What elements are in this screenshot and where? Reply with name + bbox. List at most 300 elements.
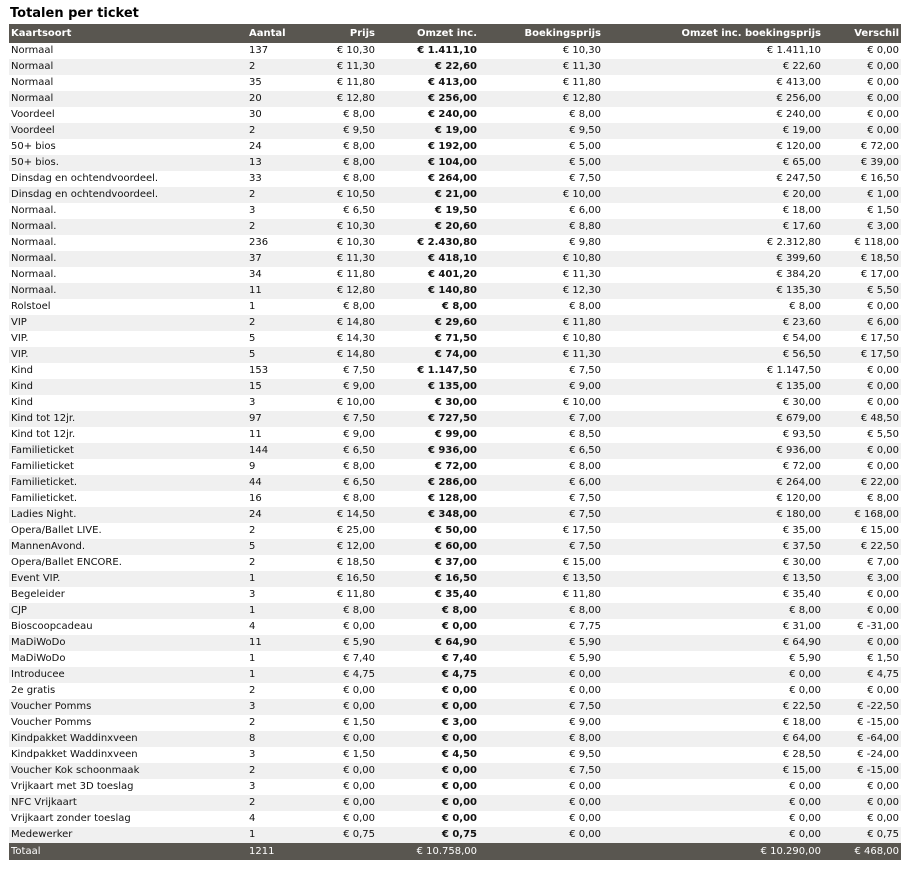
cell-omzet-boekingsprijs: € 72,00 bbox=[782, 461, 821, 472]
cell-omzet: € 50,00 bbox=[434, 525, 477, 536]
cell-omzet: € 37,00 bbox=[434, 557, 477, 568]
cell-boekingsprijs: € 0,00 bbox=[569, 669, 601, 680]
table-row bbox=[9, 731, 901, 747]
cell-aantal: 236 bbox=[249, 237, 269, 248]
cell-omzet-boekingsprijs: € 28,50 bbox=[782, 749, 821, 760]
cell-aantal: 4 bbox=[249, 621, 256, 632]
cell-kaartsoort: Normaal bbox=[11, 77, 54, 88]
cell-omzet-boekingsprijs: € 120,00 bbox=[776, 141, 821, 152]
cell-boekingsprijs: € 10,00 bbox=[562, 189, 601, 200]
cell-prijs: € 8,00 bbox=[343, 301, 375, 312]
table-row bbox=[9, 171, 901, 187]
cell-aantal: 8 bbox=[249, 733, 256, 744]
cell-boekingsprijs: € 8,00 bbox=[569, 109, 601, 120]
cell-omzet: € 192,00 bbox=[427, 141, 477, 152]
cell-prijs: € 10,30 bbox=[336, 221, 375, 232]
cell-omzet: € 140,80 bbox=[427, 285, 477, 296]
table-row bbox=[9, 763, 901, 779]
cell-omzet-boekingsprijs: € 22,50 bbox=[782, 701, 821, 712]
cell-kaartsoort: Kind bbox=[11, 397, 34, 408]
table-row bbox=[9, 299, 901, 315]
cell-verschil: € 17,00 bbox=[860, 269, 899, 280]
table-row bbox=[9, 523, 901, 539]
cell-verschil: € 0,00 bbox=[867, 781, 899, 792]
tickets-table bbox=[9, 24, 901, 860]
cell-kaartsoort: Voordeel bbox=[11, 109, 55, 120]
cell-omzet-boekingsprijs: € 384,20 bbox=[776, 269, 821, 280]
cell-prijs: € 25,00 bbox=[336, 525, 375, 536]
table-row bbox=[9, 651, 901, 667]
total-boekingsprijs bbox=[479, 843, 603, 860]
cell-prijs: € 0,00 bbox=[343, 765, 375, 776]
cell-verschil: € 0,00 bbox=[867, 365, 899, 376]
cell-omzet: € 401,20 bbox=[427, 269, 477, 280]
column-header-verschil: Verschil bbox=[854, 28, 899, 39]
cell-verschil: € 3,00 bbox=[867, 573, 899, 584]
cell-prijs: € 6,50 bbox=[343, 445, 375, 456]
cell-omzet-boekingsprijs: € 264,00 bbox=[776, 477, 821, 488]
cell-prijs: € 0,00 bbox=[343, 701, 375, 712]
cell-omzet-boekingsprijs: € 8,00 bbox=[789, 301, 821, 312]
cell-omzet: € 99,00 bbox=[434, 429, 477, 440]
cell-aantal: 2 bbox=[249, 221, 256, 232]
cell-kaartsoort: Voucher Pomms bbox=[11, 701, 92, 712]
table-row bbox=[9, 587, 901, 603]
total-row bbox=[9, 843, 901, 860]
cell-omzet: € 21,00 bbox=[434, 189, 477, 200]
cell-verschil: € 6,00 bbox=[867, 317, 899, 328]
cell-boekingsprijs: € 8,00 bbox=[569, 461, 601, 472]
cell-omzet-boekingsprijs: € 0,00 bbox=[789, 781, 821, 792]
cell-kaartsoort: VIP. bbox=[11, 349, 29, 360]
cell-verschil: € 0,00 bbox=[867, 61, 899, 72]
cell-omzet: € 135,00 bbox=[427, 381, 477, 392]
cell-boekingsprijs: € 0,00 bbox=[569, 829, 601, 840]
cell-prijs: € 0,75 bbox=[343, 829, 375, 840]
cell-aantal: 3 bbox=[249, 397, 256, 408]
cell-omzet-boekingsprijs: € 5,90 bbox=[789, 653, 821, 664]
cell-omzet: € 4,75 bbox=[441, 669, 477, 680]
cell-verschil: € -22,50 bbox=[857, 701, 899, 712]
table-row bbox=[9, 91, 901, 107]
cell-verschil: € -24,00 bbox=[857, 749, 899, 760]
cell-prijs: € 14,30 bbox=[336, 333, 375, 344]
cell-omzet-boekingsprijs: € 0,00 bbox=[789, 685, 821, 696]
cell-omzet-boekingsprijs: € 64,90 bbox=[782, 637, 821, 648]
cell-kaartsoort: Ladies Night. bbox=[11, 509, 77, 520]
cell-aantal: 5 bbox=[249, 333, 256, 344]
cell-omzet-boekingsprijs: € 240,00 bbox=[776, 109, 821, 120]
cell-omzet: € 128,00 bbox=[427, 493, 477, 504]
cell-omzet: € 0,00 bbox=[441, 813, 477, 824]
cell-aantal: 2 bbox=[249, 125, 256, 136]
cell-boekingsprijs: € 5,90 bbox=[569, 637, 601, 648]
table-row bbox=[9, 635, 901, 651]
cell-omzet-boekingsprijs: € 93,50 bbox=[782, 429, 821, 440]
cell-verschil: € 0,00 bbox=[867, 125, 899, 136]
table-row bbox=[9, 379, 901, 395]
table-row bbox=[9, 571, 901, 587]
cell-omzet-boekingsprijs: € 0,00 bbox=[789, 813, 821, 824]
cell-verschil: € 0,00 bbox=[867, 685, 899, 696]
cell-verschil: € 17,50 bbox=[860, 333, 899, 344]
cell-verschil: € 0,00 bbox=[867, 445, 899, 456]
cell-verschil: € 0,00 bbox=[867, 45, 899, 56]
cell-verschil: € 22,50 bbox=[860, 541, 899, 552]
cell-omzet-boekingsprijs: € 1.411,10 bbox=[766, 45, 821, 56]
cell-omzet: € 19,50 bbox=[434, 205, 477, 216]
column-header-omzet: Omzet inc. bbox=[416, 28, 477, 39]
cell-kaartsoort: Familieticket. bbox=[11, 477, 78, 488]
cell-boekingsprijs: € 6,00 bbox=[569, 477, 601, 488]
cell-omzet: € 4,50 bbox=[441, 749, 477, 760]
cell-omzet-boekingsprijs: € 19,00 bbox=[782, 125, 821, 136]
total-label: Totaal bbox=[11, 846, 41, 857]
cell-verschil: € -31,00 bbox=[857, 621, 899, 632]
cell-boekingsprijs: € 7,50 bbox=[569, 541, 601, 552]
cell-verschil: € 5,50 bbox=[867, 285, 899, 296]
cell-omzet: € 727,50 bbox=[427, 413, 477, 424]
table-header-row bbox=[9, 24, 901, 43]
table-row bbox=[9, 603, 901, 619]
cell-kaartsoort: VIP bbox=[11, 317, 27, 328]
cell-aantal: 2 bbox=[249, 797, 256, 808]
cell-kaartsoort: MannenAvond. bbox=[11, 541, 86, 552]
cell-verschil: € 1,00 bbox=[867, 189, 899, 200]
cell-kaartsoort: Kindpakket Waddinxveen bbox=[11, 749, 138, 760]
cell-boekingsprijs: € 7,50 bbox=[569, 701, 601, 712]
cell-aantal: 3 bbox=[249, 205, 256, 216]
cell-kaartsoort: Kind bbox=[11, 381, 34, 392]
cell-prijs: € 0,00 bbox=[343, 813, 375, 824]
cell-prijs: € 0,00 bbox=[343, 781, 375, 792]
table-row bbox=[9, 235, 901, 251]
table-row bbox=[9, 827, 901, 843]
cell-kaartsoort: Bioscoopcadeau bbox=[11, 621, 93, 632]
cell-boekingsprijs: € 10,80 bbox=[562, 253, 601, 264]
table-row bbox=[9, 715, 901, 731]
cell-boekingsprijs: € 11,30 bbox=[562, 349, 601, 360]
cell-boekingsprijs: € 8,00 bbox=[569, 605, 601, 616]
cell-aantal: 37 bbox=[249, 253, 262, 264]
cell-kaartsoort: 50+ bios bbox=[11, 141, 56, 152]
table-row bbox=[9, 507, 901, 523]
cell-omzet: € 0,00 bbox=[441, 733, 477, 744]
cell-aantal: 1 bbox=[249, 829, 256, 840]
cell-boekingsprijs: € 12,30 bbox=[562, 285, 601, 296]
cell-prijs: € 6,50 bbox=[343, 205, 375, 216]
table-row bbox=[9, 187, 901, 203]
cell-verschil: € 48,50 bbox=[860, 413, 899, 424]
cell-omzet: € 7,40 bbox=[441, 653, 477, 664]
cell-omzet: € 0,00 bbox=[441, 765, 477, 776]
cell-verschil: € 0,00 bbox=[867, 605, 899, 616]
cell-boekingsprijs: € 15,00 bbox=[562, 557, 601, 568]
cell-verschil: € 0,75 bbox=[867, 829, 899, 840]
cell-kaartsoort: Voucher Kok schoonmaak bbox=[11, 765, 140, 776]
table-row bbox=[9, 251, 901, 267]
cell-prijs: € 0,00 bbox=[343, 685, 375, 696]
cell-prijs: € 1,50 bbox=[343, 717, 375, 728]
cell-omzet-boekingsprijs: € 8,00 bbox=[789, 605, 821, 616]
cell-omzet-boekingsprijs: € 2.312,80 bbox=[766, 237, 821, 248]
cell-aantal: 5 bbox=[249, 541, 256, 552]
cell-omzet: € 3,00 bbox=[441, 717, 477, 728]
cell-omzet: € 240,00 bbox=[427, 109, 477, 120]
cell-omzet: € 0,75 bbox=[441, 829, 477, 840]
cell-aantal: 3 bbox=[249, 589, 256, 600]
total-verschil: € 468,00 bbox=[854, 846, 899, 857]
cell-aantal: 11 bbox=[249, 637, 262, 648]
cell-kaartsoort: MaDiWoDo bbox=[11, 637, 66, 648]
cell-kaartsoort: Normaal bbox=[11, 61, 54, 72]
cell-verschil: € 0,00 bbox=[867, 589, 899, 600]
cell-kaartsoort: Normaal. bbox=[11, 253, 57, 264]
cell-kaartsoort: VIP. bbox=[11, 333, 29, 344]
table-row bbox=[9, 363, 901, 379]
cell-aantal: 24 bbox=[249, 509, 262, 520]
cell-omzet: € 1.411,10 bbox=[417, 45, 477, 56]
cell-boekingsprijs: € 11,30 bbox=[562, 269, 601, 280]
cell-verschil: € 18,50 bbox=[860, 253, 899, 264]
cell-omzet-boekingsprijs: € 13,50 bbox=[782, 573, 821, 584]
cell-aantal: 2 bbox=[249, 189, 256, 200]
table-row bbox=[9, 315, 901, 331]
cell-omzet-boekingsprijs: € 936,00 bbox=[776, 445, 821, 456]
cell-kaartsoort: Opera/Ballet LIVE. bbox=[11, 525, 102, 536]
cell-aantal: 30 bbox=[249, 109, 262, 120]
cell-omzet: € 936,00 bbox=[427, 445, 477, 456]
cell-verschil: € 0,00 bbox=[867, 93, 899, 104]
total-aantal: 1211 bbox=[249, 846, 275, 857]
cell-boekingsprijs: € 8,80 bbox=[569, 221, 601, 232]
cell-boekingsprijs: € 17,50 bbox=[562, 525, 601, 536]
cell-omzet: € 418,10 bbox=[427, 253, 477, 264]
cell-boekingsprijs: € 0,00 bbox=[569, 781, 601, 792]
cell-boekingsprijs: € 7,50 bbox=[569, 173, 601, 184]
cell-omzet: € 264,00 bbox=[427, 173, 477, 184]
cell-kaartsoort: Normaal. bbox=[11, 237, 57, 248]
cell-verschil: € 16,50 bbox=[860, 173, 899, 184]
cell-omzet: € 348,00 bbox=[427, 509, 477, 520]
cell-boekingsprijs: € 0,00 bbox=[569, 813, 601, 824]
cell-omzet: € 0,00 bbox=[441, 621, 477, 632]
cell-aantal: 34 bbox=[249, 269, 262, 280]
cell-prijs: € 8,00 bbox=[343, 141, 375, 152]
cell-aantal: 3 bbox=[249, 701, 256, 712]
total-omzet-boekingsprijs: € 10.290,00 bbox=[760, 846, 821, 857]
cell-omzet: € 8,00 bbox=[441, 301, 477, 312]
cell-kaartsoort: Begeleider bbox=[11, 589, 65, 600]
table-row bbox=[9, 795, 901, 811]
cell-omzet: € 0,00 bbox=[441, 685, 477, 696]
table-row bbox=[9, 619, 901, 635]
table-row bbox=[9, 427, 901, 443]
cell-prijs: € 14,80 bbox=[336, 317, 375, 328]
cell-boekingsprijs: € 8,50 bbox=[569, 429, 601, 440]
cell-verschil: € 39,00 bbox=[860, 157, 899, 168]
cell-prijs: € 8,00 bbox=[343, 605, 375, 616]
cell-omzet-boekingsprijs: € 247,50 bbox=[776, 173, 821, 184]
table-row bbox=[9, 747, 901, 763]
cell-kaartsoort: Dinsdag en ochtendvoordeel. bbox=[11, 189, 159, 200]
cell-omzet-boekingsprijs: € 1.147,50 bbox=[766, 365, 821, 376]
cell-aantal: 2 bbox=[249, 317, 256, 328]
table-row bbox=[9, 347, 901, 363]
column-header-aantal: Aantal bbox=[249, 28, 286, 39]
cell-boekingsprijs: € 0,00 bbox=[569, 797, 601, 808]
table-row bbox=[9, 155, 901, 171]
cell-aantal: 1 bbox=[249, 653, 256, 664]
cell-verschil: € -64,00 bbox=[857, 733, 899, 744]
table-row bbox=[9, 683, 901, 699]
table-row bbox=[9, 139, 901, 155]
table-row bbox=[9, 59, 901, 75]
cell-omzet: € 256,00 bbox=[427, 93, 477, 104]
cell-prijs: € 11,80 bbox=[336, 77, 375, 88]
cell-verschil: € 168,00 bbox=[854, 509, 899, 520]
cell-prijs: € 7,40 bbox=[343, 653, 375, 664]
cell-boekingsprijs: € 13,50 bbox=[562, 573, 601, 584]
cell-kaartsoort: 50+ bios. bbox=[11, 157, 59, 168]
table-row bbox=[9, 667, 901, 683]
cell-verschil: € 4,75 bbox=[867, 669, 899, 680]
cell-boekingsprijs: € 11,30 bbox=[562, 61, 601, 72]
cell-aantal: 2 bbox=[249, 765, 256, 776]
cell-prijs: € 11,30 bbox=[336, 253, 375, 264]
cell-omzet-boekingsprijs: € 413,00 bbox=[776, 77, 821, 88]
table-row bbox=[9, 699, 901, 715]
column-header-prijs: Prijs bbox=[349, 28, 375, 39]
cell-verschil: € 8,00 bbox=[867, 493, 899, 504]
cell-prijs: € 10,30 bbox=[336, 45, 375, 56]
table-row bbox=[9, 203, 901, 219]
table-row bbox=[9, 491, 901, 507]
cell-omzet-boekingsprijs: € 22,60 bbox=[782, 61, 821, 72]
cell-verschil: € 17,50 bbox=[860, 349, 899, 360]
cell-omzet: € 19,00 bbox=[434, 125, 477, 136]
cell-omzet-boekingsprijs: € 0,00 bbox=[789, 669, 821, 680]
cell-kaartsoort: Dinsdag en ochtendvoordeel. bbox=[11, 173, 159, 184]
cell-prijs: € 7,50 bbox=[343, 413, 375, 424]
cell-omzet: € 16,50 bbox=[434, 573, 477, 584]
table-row bbox=[9, 555, 901, 571]
cell-verschil: € 0,00 bbox=[867, 461, 899, 472]
cell-boekingsprijs: € 11,80 bbox=[562, 317, 601, 328]
cell-verschil: € 0,00 bbox=[867, 109, 899, 120]
cell-boekingsprijs: € 8,00 bbox=[569, 733, 601, 744]
table-row bbox=[9, 475, 901, 491]
cell-prijs: € 12,80 bbox=[336, 93, 375, 104]
cell-aantal: 35 bbox=[249, 77, 262, 88]
cell-verschil: € 1,50 bbox=[867, 653, 899, 664]
total-prijs bbox=[317, 843, 377, 860]
cell-kaartsoort: 2e gratis bbox=[11, 685, 56, 696]
cell-boekingsprijs: € 8,00 bbox=[569, 301, 601, 312]
cell-aantal: 44 bbox=[249, 477, 262, 488]
cell-verschil: € 118,00 bbox=[854, 237, 899, 248]
cell-omzet: € 0,00 bbox=[441, 701, 477, 712]
cell-kaartsoort: Voucher Pomms bbox=[11, 717, 92, 728]
cell-kaartsoort: Kindpakket Waddinxveen bbox=[11, 733, 138, 744]
cell-omzet: € 413,00 bbox=[427, 77, 477, 88]
cell-verschil: € 0,00 bbox=[867, 381, 899, 392]
cell-omzet-boekingsprijs: € 23,60 bbox=[782, 317, 821, 328]
cell-boekingsprijs: € 5,00 bbox=[569, 157, 601, 168]
cell-boekingsprijs: € 10,80 bbox=[562, 333, 601, 344]
cell-prijs: € 11,30 bbox=[336, 61, 375, 72]
cell-prijs: € 0,00 bbox=[343, 797, 375, 808]
cell-aantal: 24 bbox=[249, 141, 262, 152]
cell-boekingsprijs: € 7,75 bbox=[569, 621, 601, 632]
cell-aantal: 33 bbox=[249, 173, 262, 184]
cell-omzet: € 29,60 bbox=[434, 317, 477, 328]
cell-omzet: € 30,00 bbox=[434, 397, 477, 408]
cell-aantal: 2 bbox=[249, 717, 256, 728]
cell-kaartsoort: Vrijkaart met 3D toeslag bbox=[11, 781, 134, 792]
cell-aantal: 3 bbox=[249, 749, 256, 760]
cell-kaartsoort: Familieticket bbox=[11, 445, 74, 456]
cell-omzet: € 286,00 bbox=[427, 477, 477, 488]
cell-prijs: € 0,00 bbox=[343, 733, 375, 744]
cell-prijs: € 10,30 bbox=[336, 237, 375, 248]
cell-boekingsprijs: € 0,00 bbox=[569, 685, 601, 696]
table-row bbox=[9, 283, 901, 299]
cell-aantal: 16 bbox=[249, 493, 262, 504]
cell-verschil: € -15,00 bbox=[857, 765, 899, 776]
cell-aantal: 11 bbox=[249, 429, 262, 440]
column-header-kaartsoort: Kaartsoort bbox=[11, 28, 72, 39]
table-row bbox=[9, 411, 901, 427]
cell-aantal: 144 bbox=[249, 445, 269, 456]
table-row bbox=[9, 107, 901, 123]
cell-verschil: € 0,00 bbox=[867, 77, 899, 88]
cell-prijs: € 7,50 bbox=[343, 365, 375, 376]
cell-boekingsprijs: € 6,00 bbox=[569, 205, 601, 216]
cell-boekingsprijs: € 11,80 bbox=[562, 77, 601, 88]
cell-verschil: € 5,50 bbox=[867, 429, 899, 440]
table-row bbox=[9, 123, 901, 139]
cell-kaartsoort: Normaal bbox=[11, 93, 54, 104]
cell-boekingsprijs: € 10,30 bbox=[562, 45, 601, 56]
cell-omzet: € 72,00 bbox=[434, 461, 477, 472]
cell-prijs: € 12,80 bbox=[336, 285, 375, 296]
cell-verschil: € 72,00 bbox=[860, 141, 899, 152]
cell-verschil: € 0,00 bbox=[867, 301, 899, 312]
cell-omzet: € 20,60 bbox=[434, 221, 477, 232]
cell-prijs: € 12,00 bbox=[336, 541, 375, 552]
cell-prijs: € 6,50 bbox=[343, 477, 375, 488]
cell-omzet-boekingsprijs: € 0,00 bbox=[789, 797, 821, 808]
cell-verschil: € -15,00 bbox=[857, 717, 899, 728]
cell-boekingsprijs: € 7,50 bbox=[569, 765, 601, 776]
cell-kaartsoort: Normaal bbox=[11, 45, 54, 56]
cell-omzet-boekingsprijs: € 679,00 bbox=[776, 413, 821, 424]
cell-omzet: € 8,00 bbox=[441, 605, 477, 616]
table-row bbox=[9, 75, 901, 91]
cell-verschil: € 0,00 bbox=[867, 813, 899, 824]
cell-kaartsoort: Normaal. bbox=[11, 221, 57, 232]
cell-kaartsoort: Normaal. bbox=[11, 269, 57, 280]
table-row bbox=[9, 811, 901, 827]
cell-kaartsoort: Kind tot 12jr. bbox=[11, 429, 76, 440]
column-header-omzet-boekingsprijs: Omzet inc. boekingsprijs bbox=[681, 28, 821, 39]
cell-verschil: € 0,00 bbox=[867, 797, 899, 808]
cell-omzet-boekingsprijs: € 37,50 bbox=[782, 541, 821, 552]
cell-omzet: € 35,40 bbox=[434, 589, 477, 600]
cell-omzet-boekingsprijs: € 15,00 bbox=[782, 765, 821, 776]
page-title: Totalen per ticket bbox=[10, 6, 139, 21]
